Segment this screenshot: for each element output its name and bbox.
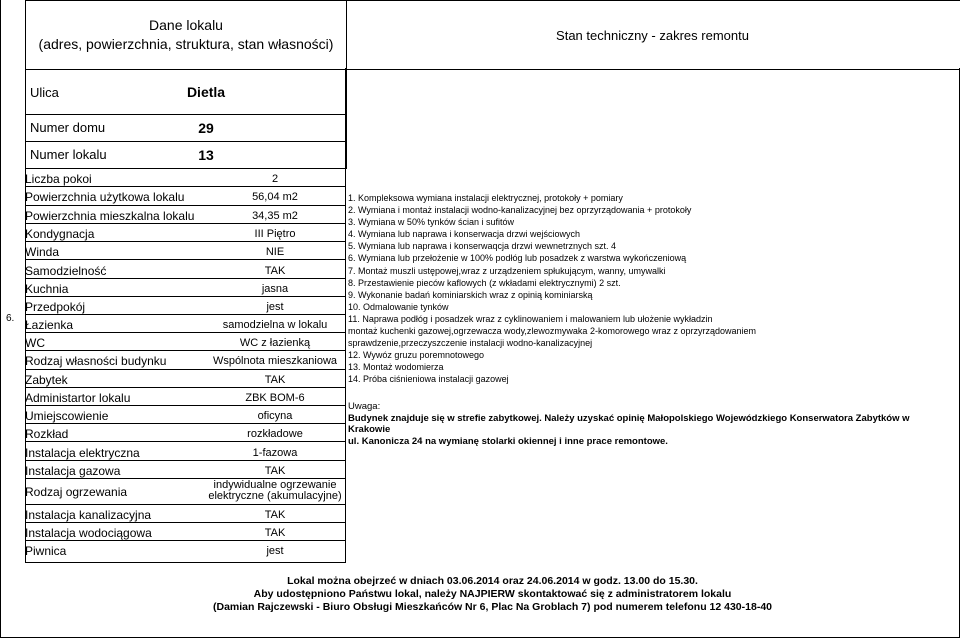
list-item: 4. Wymiana lub naprawa i konserwacja drzwi wejściowych xyxy=(348,229,581,240)
detail-value: rozkładowe xyxy=(247,428,303,440)
detail-value: TAK xyxy=(264,509,286,521)
detail-value: 1-fazowa xyxy=(252,447,298,459)
row-divider xyxy=(25,562,345,563)
detail-value: III Piętro xyxy=(254,228,296,240)
detail-value: oficyna xyxy=(257,410,293,422)
row-divider xyxy=(25,314,345,315)
footer-line: Aby udostępniono Państwu lokal, należy NAJPIERW skontaktować się z administratorem lokalu xyxy=(253,588,732,600)
detail-value: TAK xyxy=(264,265,286,277)
row-divider xyxy=(25,241,345,242)
detail-label: WC xyxy=(25,336,45,350)
detail-value: NIE xyxy=(265,246,285,258)
row-divider xyxy=(25,405,345,406)
header-right-title: Stan techniczny - zakres remontu xyxy=(556,27,749,43)
row-divider xyxy=(25,186,345,187)
row-divider xyxy=(25,332,345,333)
detail-value: TAK xyxy=(264,527,286,539)
row-divider xyxy=(25,296,345,297)
list-item: 13. Montaż wodomierza xyxy=(348,362,444,373)
house-number-row xyxy=(25,115,347,142)
list-item: 3. Wymiana w 50% tynków ścian i sufitów xyxy=(348,217,514,228)
header-left-cell xyxy=(25,0,347,70)
house-number-label: Numer domu xyxy=(30,120,106,135)
detail-label: Umiejscowienie xyxy=(25,409,109,423)
row-divider xyxy=(25,540,345,541)
detail-label: Instalacja wodociągowa xyxy=(25,526,152,540)
note-block xyxy=(348,401,954,447)
row-divider xyxy=(25,350,345,351)
header-left-title: Dane lokalu xyxy=(149,17,223,33)
row-divider xyxy=(25,259,345,260)
row-divider xyxy=(25,369,345,370)
detail-label: Liczba pokoi xyxy=(25,172,92,186)
list-item: 12. Wywóz gruzu poremnotowego xyxy=(348,350,484,361)
detail-value: 2 xyxy=(271,173,279,185)
renovation-scope-list xyxy=(348,192,954,386)
detail-label: Rozkład xyxy=(25,427,69,441)
detail-value: ZBK BOM-6 xyxy=(245,392,305,404)
flat-number-value: 13 xyxy=(198,147,214,163)
row-divider xyxy=(25,223,345,224)
detail-label: Winda xyxy=(25,245,60,259)
list-item: 5. Wymiana lub naprawa i konserwaqcja drzwi wewnetrznych szt. 4 xyxy=(348,241,617,252)
row-divider xyxy=(25,423,345,424)
row-divider xyxy=(25,387,345,388)
detail-label: Instalacja gazowa xyxy=(25,464,121,478)
list-item: 9. Wykonanie badań kominiarskich wraz z opinią kominiarską xyxy=(348,289,593,300)
street-row xyxy=(25,68,347,115)
detail-label: Samodzielność xyxy=(25,264,107,278)
detail-value: jest xyxy=(266,301,284,313)
detail-value: 56,04 m2 xyxy=(252,191,298,203)
list-item: montaż kuchenki gazowej,ogrzewacza wody,zlewozmywaka 2-komorowego wraz z oprzyrządowaniem xyxy=(348,326,757,337)
detail-label: Piwnica xyxy=(25,544,67,558)
list-item: 10. Odmalowanie tynków xyxy=(348,301,449,312)
list-item: 11. Naprawa podłóg i posadzek wraz z cyklinowaniem i malowaniem lub ułożenie wykładzin xyxy=(348,313,713,324)
detail-label: Rodzaj ogrzewania xyxy=(25,485,128,499)
street-value: Dietla xyxy=(186,84,226,100)
list-item: 6. Wymiana lub przełożenie w 100% podłóg lub posadzek z warstwa wykończeniową xyxy=(348,253,687,264)
list-item: 14. Próba ciśnieniowa instalacji gazowej xyxy=(348,374,509,385)
detail-label: Łazienka xyxy=(25,318,74,332)
note-title: Uwaga: xyxy=(348,401,381,412)
list-item: 8. Przestawienie pieców kaflowych (z wkładami elektrycznymi) 2 szt. xyxy=(348,277,621,288)
row-divider xyxy=(25,504,345,505)
note-line: ul. Kanonicza 24 na wymianę stolarki okiennej i inne prace remontowe. xyxy=(348,435,668,447)
detail-label: Kuchnia xyxy=(25,282,69,296)
list-item: 2. Wymiana i montaż instalacji wodno-kanalizacyjnej bez oprzyrządowania + protokoły xyxy=(348,205,692,216)
detail-value: jest xyxy=(266,545,284,557)
heating-line-1: indywidualne ogrzewanie xyxy=(213,479,337,491)
detail-value: WC z łazienką xyxy=(239,337,311,349)
detail-label: Zabytek xyxy=(25,373,68,387)
detail-value: 34,35 m2 xyxy=(252,210,298,222)
flat-number-row xyxy=(25,142,347,169)
row-divider xyxy=(25,460,345,461)
note-line: Budynek znajduje się w strefie zabytkowej. Należy uzyskać opinię Małopolskiego Wojewódzkiego Konserwatora Zabytków w Krakowie xyxy=(348,412,910,435)
list-item: sprawdzenie,przeczyszczenie instalacji wodno-kanalizacyjnej xyxy=(348,338,593,349)
row-number: 6. xyxy=(6,313,15,324)
house-number-value: 29 xyxy=(198,120,214,136)
detail-label: Powierzchnia użytkowa lokalu xyxy=(25,190,185,204)
row-divider xyxy=(25,522,345,523)
street-label: Ulica xyxy=(30,85,59,100)
viewing-info xyxy=(25,575,960,614)
detail-value: TAK xyxy=(264,465,286,477)
header-left-subtitle: (adres, powierzchnia, struktura, stan własności) xyxy=(38,36,334,52)
row-divider xyxy=(25,441,345,442)
detail-value: samodzielna w lokalu xyxy=(222,319,328,331)
header-right-cell xyxy=(345,0,960,70)
detail-label: Przedpokój xyxy=(25,300,86,314)
list-item: 1. Kompleksowa wymiana instalacji elektrycznej, protokoły + pomiary xyxy=(348,193,623,203)
detail-label: Instalacja elektryczna xyxy=(25,446,140,460)
detail-label: Administartor lokalu xyxy=(25,391,131,405)
row-divider xyxy=(25,205,345,206)
detail-label: Instalacja kanalizacyjna xyxy=(25,508,152,522)
flat-number-label: Numer lokalu xyxy=(30,147,107,162)
detail-value xyxy=(205,480,345,502)
row-divider xyxy=(25,278,345,279)
detail-label: Kondygnacja xyxy=(25,227,95,241)
heating-line-2: elektryczne (akumulacyjne) xyxy=(208,490,342,502)
detail-value: jasna xyxy=(261,283,289,295)
footer-line: (Damian Rajczewski - Biuro Obsługi Mieszkańców Nr 6, Plac Na Groblach 7) pod numerem telefonu 12 430-18-40 xyxy=(213,601,772,613)
detail-label: Rodzaj własności budynku xyxy=(25,354,167,368)
footer-line: Lokal można obejrzeć w dniach 03.06.2014 oraz 24.06.2014 w godz. 13.00 do 15.30. xyxy=(287,575,698,587)
detail-value: TAK xyxy=(264,374,286,386)
detail-label: Powierzchnia mieszkalna lokalu xyxy=(25,209,195,223)
outer-left-border xyxy=(0,0,1,638)
list-item: 7. Montaż muszli ustępowej,wraz z urządzeniem spłukującym, wanny, umywalki xyxy=(348,265,666,276)
detail-value: Wspólnota mieszkaniowa xyxy=(212,355,338,367)
